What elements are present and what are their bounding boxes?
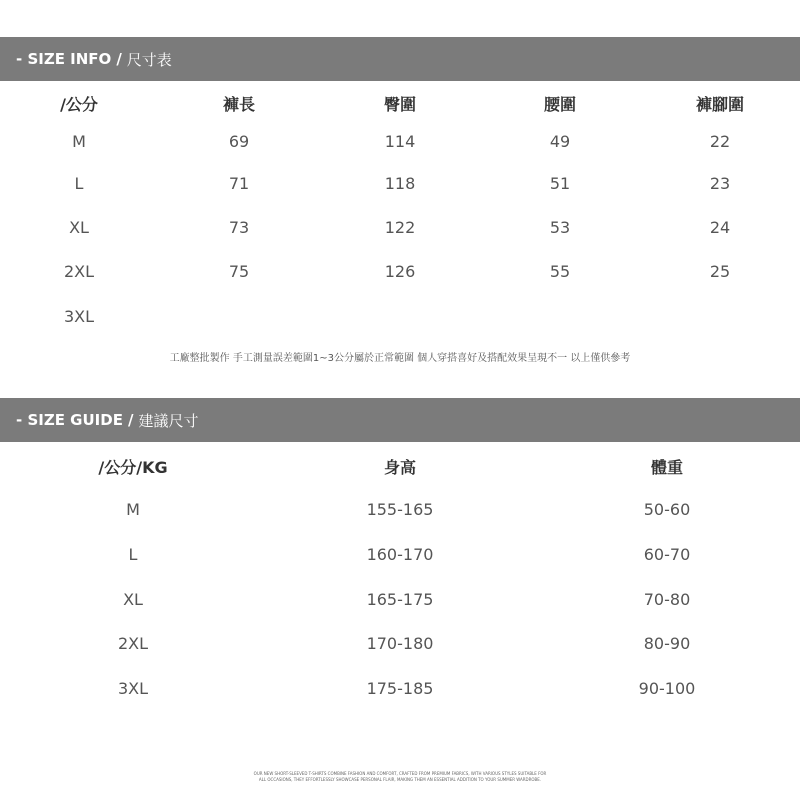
size-guide-row-size-label: 3XL xyxy=(117,679,149,698)
size-guide-table-cell: 155-165 xyxy=(366,500,434,519)
size-guide-table-cell: 80-90 xyxy=(643,634,691,653)
size-info-table-cell: 71 xyxy=(228,174,250,193)
footer-text-line-1: OUR NEW SHORT-SLEEVED T-SHIRTS COMBINE FASHION AND COMFORT, CRAFTED FROM PREMIUM FABRICS, WITH VARIOUS STYLES SUITABLE FOR xyxy=(253,771,547,776)
size-guide-table-cell: 165-175 xyxy=(366,590,434,609)
size-guide-table-cell: 170-180 xyxy=(366,634,434,653)
size-info-table-cell: 126 xyxy=(384,262,416,281)
size-guide-column-header: 身高 xyxy=(383,458,417,477)
size-info-table-cell: 69 xyxy=(228,132,250,151)
size-info-row-size-label: 2XL xyxy=(63,262,95,281)
size-info-table-cell: 114 xyxy=(384,132,416,151)
size-info-table-cell: 25 xyxy=(709,262,731,281)
size-info-table-cell: 23 xyxy=(709,174,731,193)
size-guide-row-size-label: XL xyxy=(123,590,143,609)
size-guide-row-size-label: M xyxy=(126,500,140,519)
size-info-table-cell: 55 xyxy=(549,262,571,281)
size-info-row-size-label: L xyxy=(74,174,84,193)
size-info-header-band xyxy=(0,37,800,81)
size-guide-title-en: - SIZE GUIDE xyxy=(16,411,123,429)
size-guide-table-cell: 70-80 xyxy=(643,590,691,609)
size-guide-table-cell: 160-170 xyxy=(366,545,434,564)
size-info-table-cell: 75 xyxy=(228,262,250,281)
size-info-column-header: 褲長 xyxy=(222,95,256,114)
size-guide-column-header: /公分/KG xyxy=(98,458,168,477)
size-guide-header-band xyxy=(0,398,800,442)
size-guide-table-cell: 60-70 xyxy=(643,545,691,564)
size-info-row-size-label: M xyxy=(72,132,86,151)
footer-text-line-2: ALL OCCASIONS, THEY EFFORTLESSLY SHOWCASE PERSONAL FLAIR, MAKING THEM AN ESSENTIAL ADDITION TO YOUR SUMMER WARDROBE. xyxy=(258,777,542,782)
size-info-title-zh: 尺寸表 xyxy=(126,50,172,69)
size-info-table-cell: 118 xyxy=(384,174,416,193)
size-info-table-cell: 22 xyxy=(709,132,731,151)
size-info-column-header: 臀圍 xyxy=(383,95,417,114)
size-guide-title-zh: 建議尺寸 xyxy=(138,411,199,430)
size-info-title-en: - SIZE INFO xyxy=(16,50,112,68)
size-guide-row-size-label: L xyxy=(128,545,138,564)
size-guide-row-size-label: 2XL xyxy=(117,634,149,653)
size-info-column-header: /公分 xyxy=(60,95,98,114)
size-info-table-cell: 122 xyxy=(384,218,416,237)
size-guide-table-cell: 50-60 xyxy=(643,500,691,519)
size-info-title-slash: / xyxy=(116,50,122,68)
size-guide-table-cell: 90-100 xyxy=(638,679,696,698)
size-info-note: 工廠整批製作 手工測量誤差範圍1~3公分屬於正常範圍 個人穿搭喜好及搭配效果呈現不一 以上僅供參考 xyxy=(169,353,631,364)
size-info-row-size-label: 3XL xyxy=(63,307,95,326)
size-guide-title-slash: / xyxy=(127,411,134,429)
size-info-table-cell: 53 xyxy=(549,218,571,237)
size-info-row-size-label: XL xyxy=(69,218,89,237)
size-info-table-cell: 73 xyxy=(228,218,250,237)
size-info-table-cell: 51 xyxy=(549,174,571,193)
size-info-column-header: 褲腳圍 xyxy=(695,95,745,114)
size-info-table-cell: 24 xyxy=(709,218,731,237)
size-guide-table-cell: 175-185 xyxy=(366,679,434,698)
size-guide-column-header: 體重 xyxy=(650,458,684,477)
size-info-table-cell: 49 xyxy=(549,132,571,151)
size-info-column-header: 腰圍 xyxy=(543,95,577,114)
